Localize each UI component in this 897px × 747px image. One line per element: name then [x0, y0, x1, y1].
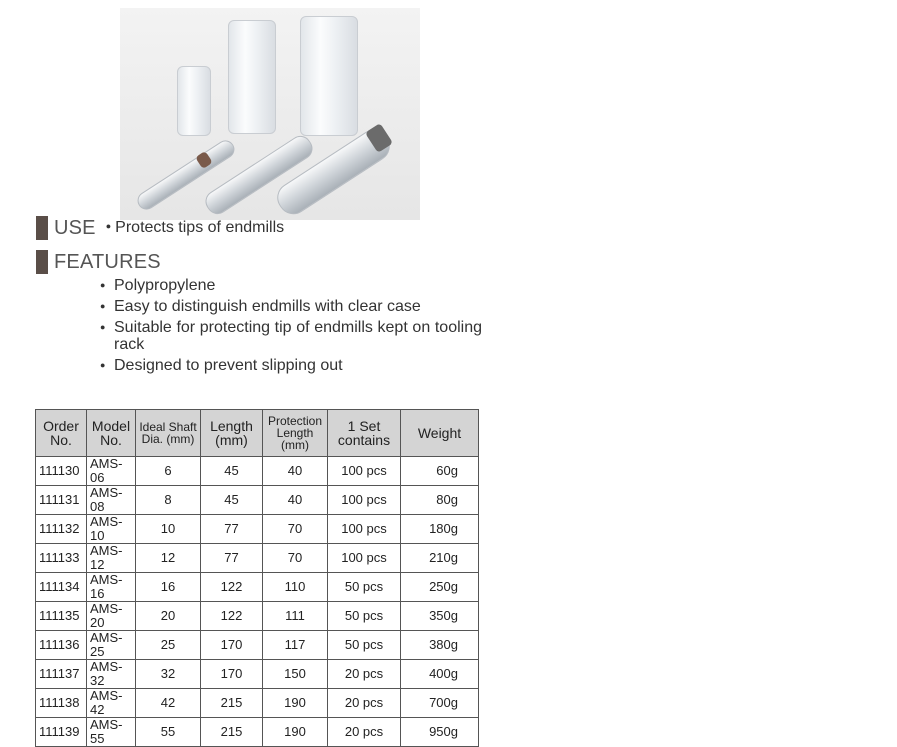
model-no-cell: AMS-42	[87, 689, 136, 718]
list-item: ● Designed to prevent slipping out	[100, 357, 482, 374]
set-contains-cell: 50 pcs	[328, 573, 401, 602]
set-contains-cell: 100 pcs	[328, 457, 401, 486]
header-protection-length: Protection Length (mm)	[263, 410, 328, 457]
length-cell: 122	[201, 602, 263, 631]
clear-case-small	[177, 66, 211, 136]
table-row	[36, 718, 479, 747]
table-row	[36, 660, 479, 689]
set-contains-cell: 100 pcs	[328, 544, 401, 573]
table-row	[36, 631, 479, 660]
list-item: ● Polypropylene	[100, 277, 482, 294]
use-section	[36, 216, 284, 240]
order-no-cell: 111131	[36, 486, 87, 515]
table-row	[36, 602, 479, 631]
model-no-cell: AMS-06	[87, 457, 136, 486]
set-contains-cell: 20 pcs	[328, 660, 401, 689]
header-set-contains: 1 Set contains	[328, 410, 401, 457]
shaft-dia-cell: 8	[136, 486, 201, 515]
header-model-no: Model No.	[87, 410, 136, 457]
protection-length-cell: 40	[263, 486, 328, 515]
order-no-cell: 111135	[36, 602, 87, 631]
length-cell: 77	[201, 515, 263, 544]
length-cell: 122	[201, 573, 263, 602]
protection-length-cell: 111	[263, 602, 328, 631]
table-row	[36, 544, 479, 573]
protection-length-cell: 150	[263, 660, 328, 689]
header-weight: Weight	[401, 410, 479, 457]
weight-cell: 950g	[401, 718, 479, 747]
protection-length-cell: 190	[263, 689, 328, 718]
order-no-cell: 111132	[36, 515, 87, 544]
length-cell: 215	[201, 689, 263, 718]
order-no-cell: 111134	[36, 573, 87, 602]
model-no-cell: AMS-08	[87, 486, 136, 515]
heading-bar	[36, 250, 48, 274]
protection-length-cell: 110	[263, 573, 328, 602]
shaft-dia-cell: 6	[136, 457, 201, 486]
model-no-cell: AMS-55	[87, 718, 136, 747]
table-row	[36, 515, 479, 544]
shaft-dia-cell: 10	[136, 515, 201, 544]
model-no-cell: AMS-25	[87, 631, 136, 660]
list-item: ● Easy to distinguish endmills with clear case	[100, 298, 482, 315]
set-contains-cell: 100 pcs	[328, 486, 401, 515]
protection-length-cell: 190	[263, 718, 328, 747]
shaft-dia-cell: 32	[136, 660, 201, 689]
header-length: Length (mm)	[201, 410, 263, 457]
table-row	[36, 457, 479, 486]
model-no-cell: AMS-12	[87, 544, 136, 573]
weight-cell: 350g	[401, 602, 479, 631]
protection-length-cell: 40	[263, 457, 328, 486]
clear-case-medium	[228, 20, 276, 134]
weight-cell: 180g	[401, 515, 479, 544]
set-contains-cell: 20 pcs	[328, 689, 401, 718]
shaft-dia-cell: 42	[136, 689, 201, 718]
heading-bar	[36, 216, 48, 240]
set-contains-cell: 20 pcs	[328, 718, 401, 747]
weight-cell: 400g	[401, 660, 479, 689]
model-no-cell: AMS-32	[87, 660, 136, 689]
order-no-cell: 111133	[36, 544, 87, 573]
model-no-cell: AMS-16	[87, 573, 136, 602]
weight-cell: 80g	[401, 486, 479, 515]
table-header-row	[36, 410, 479, 457]
protection-length-cell: 70	[263, 515, 328, 544]
shaft-dia-cell: 25	[136, 631, 201, 660]
product-photo	[120, 8, 420, 220]
shaft-dia-cell: 55	[136, 718, 201, 747]
weight-cell: 700g	[401, 689, 479, 718]
header-order-no: Order No.	[36, 410, 87, 457]
length-cell: 170	[201, 631, 263, 660]
model-no-cell: AMS-10	[87, 515, 136, 544]
header-shaft-dia: Ideal Shaft Dia. (mm)	[136, 410, 201, 457]
length-cell: 77	[201, 544, 263, 573]
features-heading: FEATURES	[54, 250, 161, 273]
spec-table	[35, 409, 479, 747]
clear-case-large	[300, 16, 358, 136]
set-contains-cell: 50 pcs	[328, 631, 401, 660]
set-contains-cell: 100 pcs	[328, 515, 401, 544]
shaft-dia-cell: 20	[136, 602, 201, 631]
model-no-cell: AMS-20	[87, 602, 136, 631]
order-no-cell: 111137	[36, 660, 87, 689]
use-text: ● Protects tips of endmills	[106, 219, 284, 237]
list-item: ● Suitable for protecting tip of endmills kept on tooling rack	[100, 319, 482, 353]
features-section	[36, 250, 161, 274]
weight-cell: 60g	[401, 457, 479, 486]
shaft-dia-cell: 16	[136, 573, 201, 602]
order-no-cell: 111139	[36, 718, 87, 747]
length-cell: 170	[201, 660, 263, 689]
table-row	[36, 573, 479, 602]
weight-cell: 210g	[401, 544, 479, 573]
use-heading: USE	[54, 216, 96, 239]
table-row	[36, 486, 479, 515]
length-cell: 45	[201, 486, 263, 515]
order-no-cell: 111130	[36, 457, 87, 486]
order-no-cell: 111136	[36, 631, 87, 660]
protection-length-cell: 70	[263, 544, 328, 573]
table-row	[36, 689, 479, 718]
set-contains-cell: 50 pcs	[328, 602, 401, 631]
weight-cell: 380g	[401, 631, 479, 660]
protection-length-cell: 117	[263, 631, 328, 660]
shaft-dia-cell: 12	[136, 544, 201, 573]
order-no-cell: 111138	[36, 689, 87, 718]
length-cell: 45	[201, 457, 263, 486]
length-cell: 215	[201, 718, 263, 747]
weight-cell: 250g	[401, 573, 479, 602]
features-list	[100, 277, 482, 378]
